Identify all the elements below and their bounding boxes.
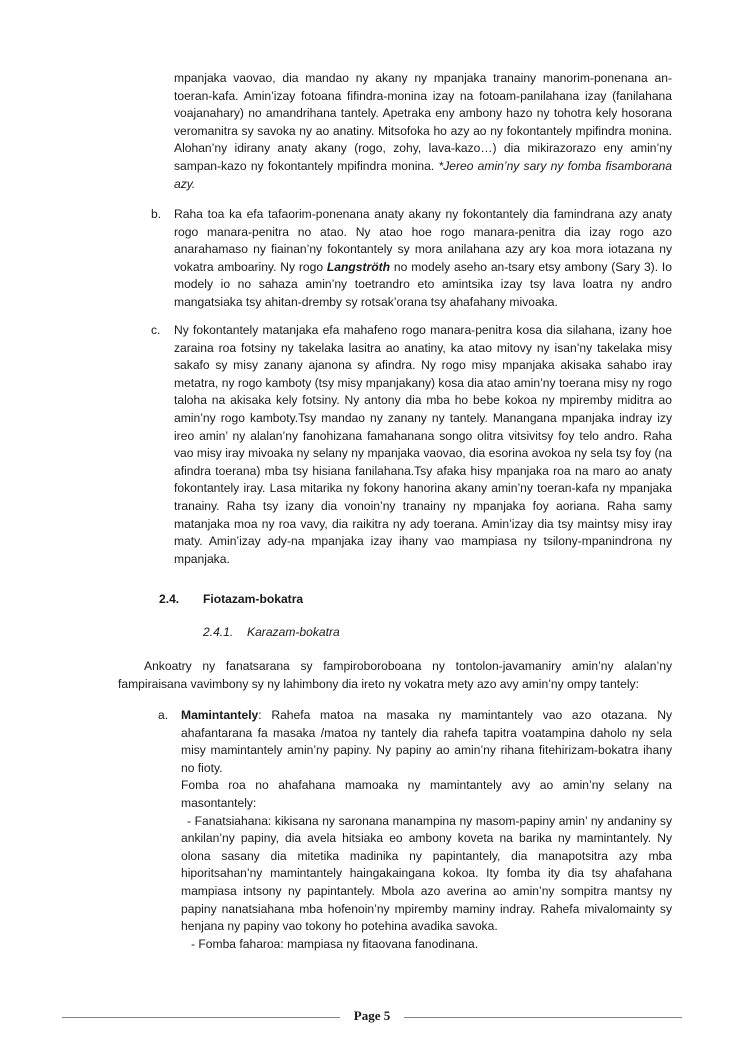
hive-model-term: Langströth — [326, 259, 391, 274]
section-number: 2.4. — [159, 592, 180, 606]
extraction-methods-intro: Fomba roa no ahafahana mamoaka ny mamintantely avy ao amin’ny selany na masontantely: — [181, 778, 672, 810]
continued-paragraph — [174, 70, 672, 193]
list-item-c — [151, 322, 672, 568]
paragraph-text: mpanjaka vaovao, dia mandao ny akany ny mpanjaka tranainy manorim-ponenana an-toeran-kafa. Amin’izay fotoana fifindra-monina izay na fotoam-panilahana izay (fanilahana voajanahary) no amandrihana tantely. Apetraka eny ambony hazo ny tohotra kely hosorana veromanitra sy savoka ny ao anatiny. Mitsofoka ho azy ao ny fokontantely mpifindra monina. Alohan’ny idirany anaty akany (rogo, zohy, lava-kazo…) dia mikirazorazo eny amin’ny sampan-kazo ny fokontantely mpifindra monina. — [174, 71, 672, 173]
section-title: Fiotazam-bokatra — [203, 592, 304, 606]
list-item-a — [158, 707, 672, 953]
list-marker: c. — [151, 323, 161, 337]
list-item-body — [174, 206, 672, 312]
list-item-body — [181, 707, 672, 953]
page-number: Page 5 — [353, 1008, 391, 1023]
intro-paragraph: Ankoatry ny fanatsarana sy fampiroboroboana ny tontolon-javamaniry amin’ny alalan’ny fampiraisana vavimbony sy ny lahimbony dia ireto ny vokatra mety azo avy amin’ny ompy tantely: — [118, 659, 672, 691]
method-two: - Fomba faharoa: mampiasa ny fitaovana fanodinana. — [191, 936, 479, 951]
list-item-body: Ny fokontantely matanjaka efa mahafeno rogo manara-penitra kosa dia silahana, izany hoe zaraina roa fotsiny ny takelaka lasitra ao anatiny, ka atao mitovy ny isan’ny takelaka misy sakafo sy misy zanany ajanona sy afindra. Ny rogo misy mpanjaka akisaka sahabo iray metatra, ny rogo kamboty (tsy misy mpanjakany) kosa dia atao amin’ny toerana misy ny rogo taloha na akisaka kely fotsiny. Ny antony dia mba ho bebe kokoa ny mpiremby miditra ao amin’ny rogo kamboty.Tsy mandao ny zanany ny tantely. Manangana mpanjaka indray izy ireo amin’ ny alalan’ny fanohizana famahanana songo olitra vitsivitsy foy telo andro. Raha vao misy iray mivoaka ny selany ny mpanjaka vaovao, dia esorina avokoa ny sela tsy foy (na afindra toerana) mba tsy hisiana fanilahana.Tsy afaka hisy mpanjaka roa na maro ao anaty fokontantely iray. Lasa mitarika ny fokony hanorina akany amin’ny toeran-kafa ny mpanjaka tranainy. Raha tsy izany dia vonoin’ny tranainy ny mpanjaka foy aoriana. Raha samy matanjaka moa ny roa vavy, dia raikitra ny ady toerana. Amin’izay dia tsy maintsy misy iray maty. Amin’izay ady-na mpanjaka izay ihany vao mampiasa ny tsilony-mpanindrona ny mpanjaka. — [174, 323, 672, 566]
list-marker: a. — [158, 708, 169, 722]
paragraph-text: : Rahefa matoa na masaka ny mamintantely vao azo otazana. Ny ahafantarana fa masaka /matoa ny tantely dia rahefa tapitra voatampina daholo ny sela misy mamintantely amin’ny papiny. Ny papiny ao amin’ny rihana fitehirizam-bokatra ihany no fioty. — [181, 708, 672, 775]
list-marker: b. — [151, 207, 162, 221]
paragraph-text: Raha toa ka efa tafaorim-ponenana anaty akany ny fokontantely dia famindrana azy anaty rogo manara-penitra no atao. Ny atao hoe rogo manara-penitra dia izay rogo azo anarahamaso ny fiainan’ny fokontantely sy mora anilahana azy ary koa mora iotazana ny vokatra amboariny. Ny rogo — [174, 207, 672, 274]
list-item-b — [151, 206, 672, 312]
subsection-heading — [203, 625, 340, 639]
subsection-number: 2.4.1. — [203, 625, 234, 639]
method-one: - Fanatsiahana: kikisana ny saronana manampina ny masom-papiny amin’ ny andaniny sy ankilan’ny papiny, dia avela hitsiaka eo ambony koveta na barika ny mamintantely. Ny olona sasany dia mitetika madinika ny papintantely, dia manapotsitra azy mba hiporitsahan’ny mamintantely haingakaingana kokoa. Ity fomba ity dia tsy ahafahana mampiasa intsony ny papintantely. Mbola azo averina ao amin’ny sompitra mantsy ny papiny nanatsiahana mba hofenoin’ny mpiremby maminy indray. Rahefa mivalomainty sy henjana ny papiny vao tokony ho potehina avadika savoka. — [181, 813, 672, 934]
honey-term: Mamintantely — [181, 708, 259, 722]
subsection-title: Karazam-bokatra — [247, 625, 340, 639]
page-footer — [62, 1008, 682, 1028]
footer-rule-right — [404, 1017, 682, 1018]
paragraph-text: no modely aseho an-tsary etsy ambony (Sary 3). Io modely io no sahaza amin’ny toetrandro eto amintsika izay tsy lava loatra ny andro mangatsiaka tsy ahitan-dremby sy rotsak’orana tsy ahafahany mivoaka. — [174, 259, 672, 309]
continued-paragraph-text — [174, 70, 672, 193]
footer-rule-left — [62, 1017, 340, 1018]
honey-definition — [181, 707, 672, 777]
section-heading — [159, 592, 303, 606]
figure-reference-note: *Jereo amin’ny sary ny fomba fisamborana azy. — [174, 158, 673, 191]
